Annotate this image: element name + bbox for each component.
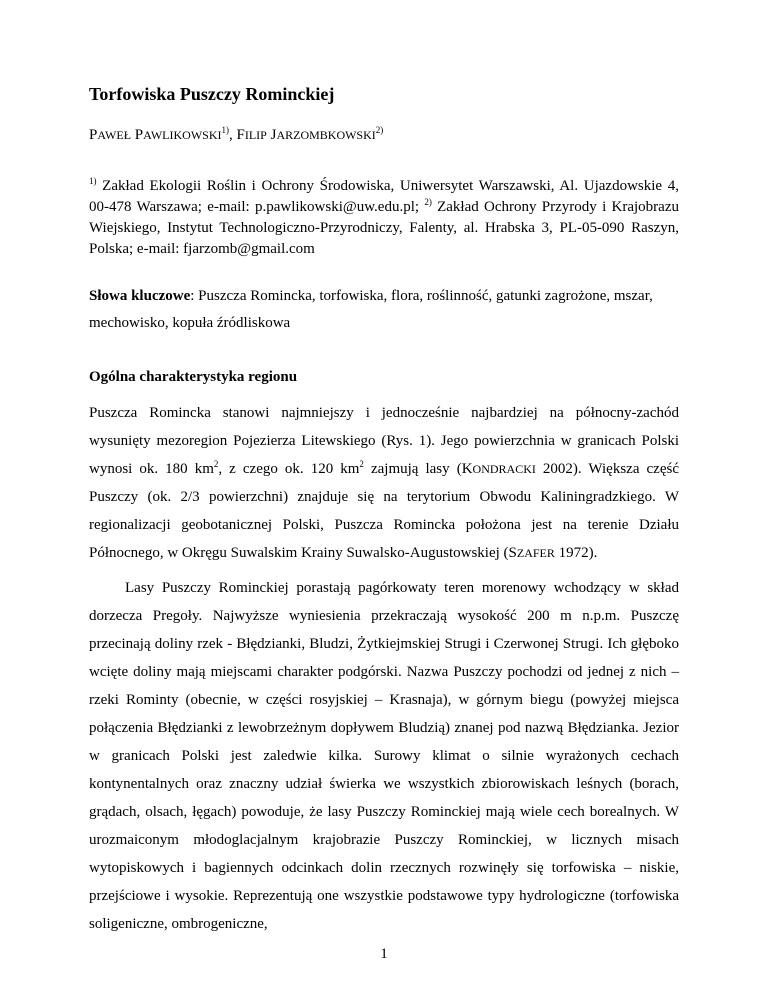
body-text: [89, 399, 679, 938]
paragraph-1: Puszcza Romincka stanowi najmniejszy i jednocześnie najbardziej na północny-zachód wysunięty mezoregion Pojezierza Litewskiego (Rys. 1). Jego powierzchnia w granicach Polski wynosi ok. 180 $km^2$, z czego ok. 120 $km^2$ zajmują lasy (KONDRACKI 2002). Większa część Puszczy (ok. 2/3 powierzchni) znajduje się na terytorium Obwodu Kaliningradzkiego. W regionalizacji geobotanicznej Polski, Puszcza Romincka położona jest na terenie Działu Północnego, w Okręgu Suwalskim Krainy Suwalsko-Augustowskiej (SZAFER 1972).: [89, 405, 679, 561]
section-heading: Ogólna charakterystyka regionu: [89, 369, 298, 385]
affiliation-marker-1: 1): [221, 125, 229, 135]
paper-title: Torfowiska Puszczy Rominckiej: [89, 84, 335, 104]
page-number: 1: [380, 946, 388, 962]
affiliation-marker-2: 2): [375, 125, 384, 135]
citation-szafer: SZAFER: [508, 545, 555, 561]
keywords: [89, 283, 679, 337]
author-1: PAWEŁ PAWLIKOWSKI$^{1)}$: [89, 125, 229, 143]
keywords-label: Słowa kluczowe: [89, 288, 191, 304]
paragraph-2: Lasy Puszczy Rominckiej porastają pagórkowaty teren morenowy wchodzący w skład dorzecza Pregoły. Najwyższe wyniesienia przekraczają wysokość 200 m n.p.m. Puszczę przecinają doliny rzek - Błędzianki, Bludzi, Żytkiejmskiej Strugi i Czerwonej Strugi. Ich głęboko wcięte doliny mają miejscami charakter podgórski. Nazwa Puszczy pochodzi od jednej z nich – rzeki Rominty (obecnie, w części rosyjskiej – Krasnaja), w górnym biegu (powyżej miejsca połączenia Błędzianki z lewobrzeżnym dopływem Bludzią) znanej pod nazwą Błędzianka. Jezior w granicach Polski jest zaledwie kilka. Surowy klimat o silnie wyrażonych cechach kontynentalnych oraz znaczny udział świerka we wszystkich zbiorowiskach leśnych (borach, grądach, olsach, łęgach) powoduje, że lasy Puszczy Rominckiej mają wiele cech borealnych. W urozmaiconym młodoglacjalnym krajobrazie Puszczy Rominckiej, w licznych misach wytopiskowych i bagiennych odcinkach dolin rzecznych rozwinęły się torfowiska – niskie, przejściowe i wysokie. Reprezentują one wszystkie podstawowe typy hydrologiczne (torfowiska soligeniczne, ombrogeniczne,: [89, 580, 679, 932]
citation-kondracki: KONDRACKI: [461, 461, 536, 477]
keywords-text: : Puszcza Romincka, torfowiska, flora, roślinność, gatunki zagrożone, mszar, mechowisko, kopuła źródliskowa: [89, 288, 653, 331]
author-separator: ,: [229, 127, 237, 143]
affiliations: $^{1)}$ Zakład Ekologii Roślin i Ochrony Środowiska, Uniwersytet Warszawski, Al. Ujazdowskie 4, 00-478 Warszawa; e-mail: p.pawlikowski@uw.edu.pl; $^{2)}$ Zakład Ochrony Przyrody i Krajobrazu Wiejskiego, Instytut Technologiczno-Przyrodniczy, Falenty, al. Hrabska 3, PL-05-090 Raszyn, Polska; e-mail: fjarzomb@gmail.com: [89, 176, 679, 257]
author-line: [89, 127, 383, 144]
author-2: FILIP JARZOMBKOWSKI$^{2)}$: [236, 125, 384, 143]
